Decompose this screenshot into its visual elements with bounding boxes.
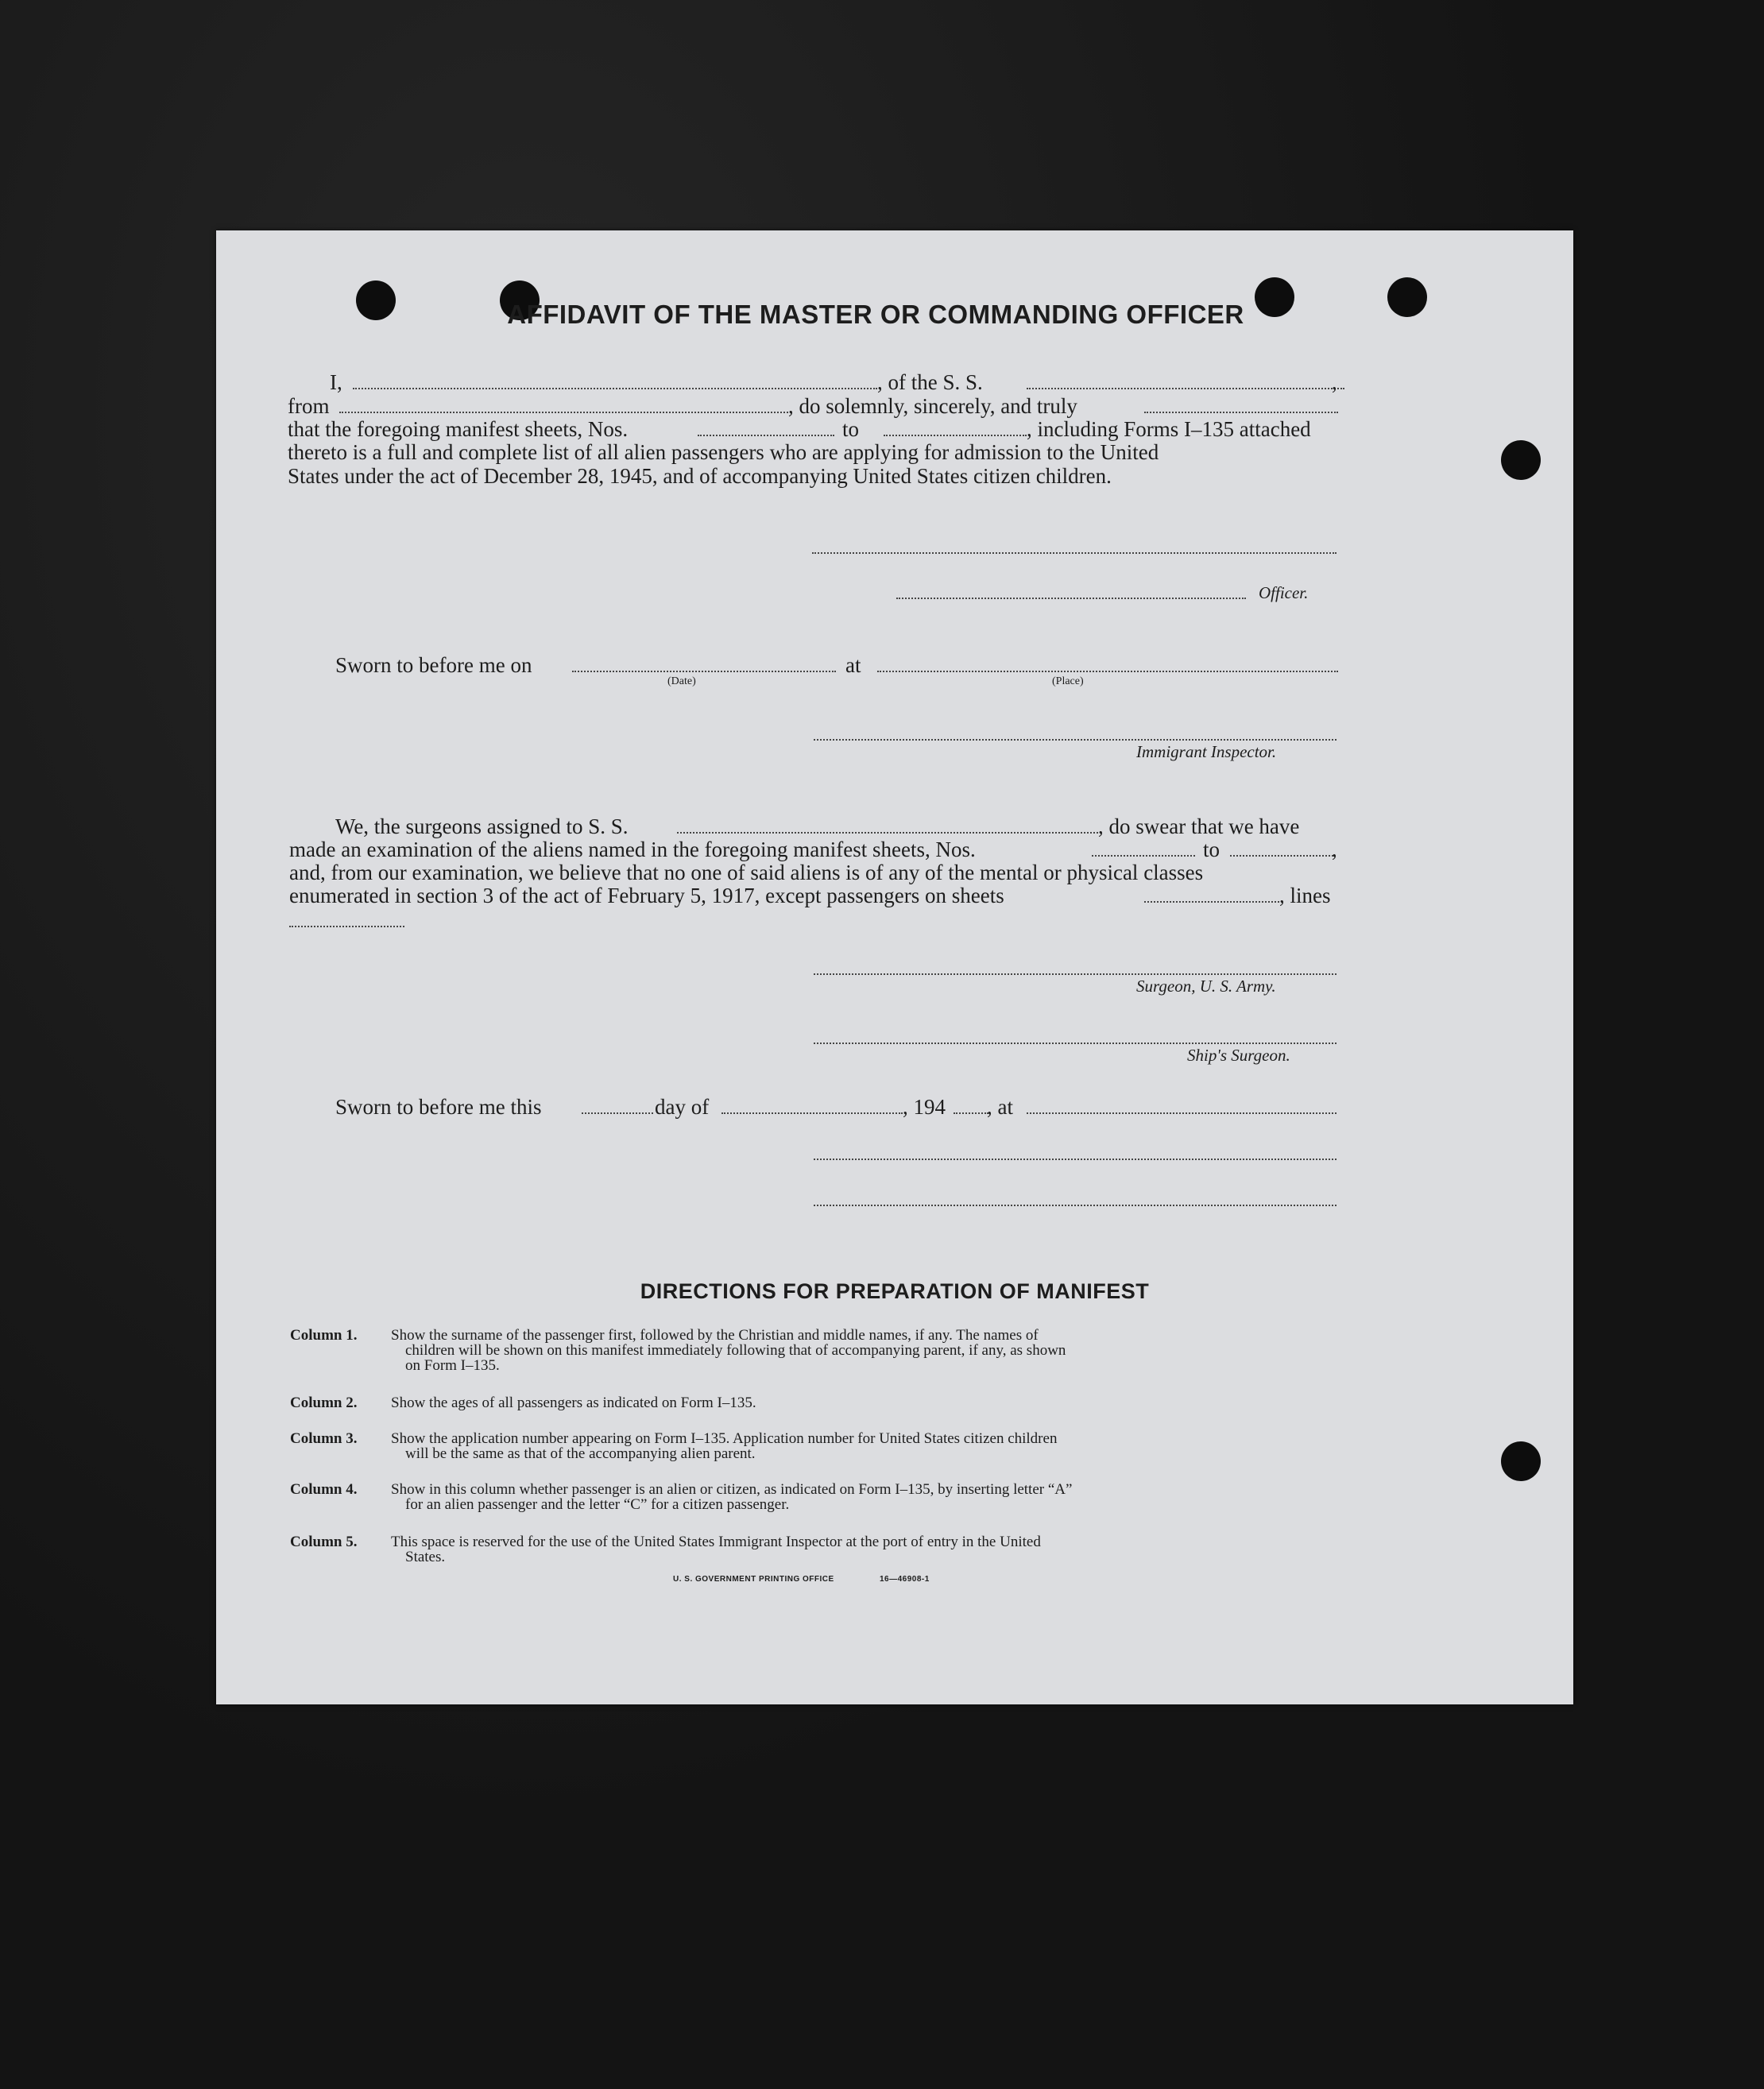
direction-text-line: for an alien passenger and the letter “C” for a citizen passenger. xyxy=(405,1496,790,1513)
affidavit-line-5: States under the act of December 28, 1945, and of accompanying United States citizen children. xyxy=(288,464,1112,488)
direction-text-line: States. xyxy=(405,1549,446,1565)
direction-text-line: Show in this column whether passenger is an alien or citizen, as indicated on Form I–135, by inserting letter “A” xyxy=(391,1481,1073,1498)
sworn-at-text: at xyxy=(845,653,861,677)
sworn-on-text: Sworn to before me on xyxy=(335,653,532,677)
except-sheets-blank[interactable] xyxy=(1144,901,1279,903)
surgeons-line-2-end: , xyxy=(1332,838,1337,861)
sworn-location-blank[interactable] xyxy=(1027,1112,1337,1114)
inspector-label: Immigrant Inspector. xyxy=(1136,742,1277,761)
surgeons-line-1-end: , do swear that we have xyxy=(1098,814,1300,838)
place-label: (Place) xyxy=(1052,675,1084,687)
direction-column-label: Column 5. xyxy=(290,1534,358,1550)
signature-line-1[interactable] xyxy=(814,1159,1337,1160)
directions-title: DIRECTIONS FOR PREPARATION OF MANIFEST xyxy=(640,1279,1150,1303)
sworn-month-blank[interactable] xyxy=(721,1112,903,1114)
surgeons-line-2-to: to xyxy=(1203,838,1220,861)
lines-blank[interactable] xyxy=(289,926,404,927)
direction-column-label: Column 4. xyxy=(290,1481,358,1498)
direction-column-label: Column 3. xyxy=(290,1430,358,1447)
affidavit-line-2-start: from xyxy=(288,394,330,418)
officer-signature-line[interactable] xyxy=(812,552,1337,554)
from-blank[interactable] xyxy=(339,412,788,413)
direction-text-line: This space is reserved for the use of the United States Immigrant Inspector at the port of entry in the United xyxy=(391,1534,1041,1550)
affidavit-title: AFFIDAVIT OF THE MASTER OR COMMANDING OFFICER xyxy=(507,300,1244,329)
direction-text-line: will be the same as that of the accompanying alien parent. xyxy=(405,1445,756,1462)
signature-line-2[interactable] xyxy=(814,1205,1337,1206)
surgeon-sheet-from-blank[interactable] xyxy=(1092,855,1195,857)
surgeons-line-4-start: enumerated in section 3 of the act of February 5, 1917, except passengers on sheets xyxy=(289,884,1004,907)
sworn-this-text: Sworn to before me this xyxy=(335,1095,542,1119)
year-text: , 194 xyxy=(903,1095,946,1119)
direction-column-label: Column 2. xyxy=(290,1395,358,1411)
form-code: 16—46908-1 xyxy=(880,1575,930,1584)
affidavit-line-1-ship: , of the S. S. xyxy=(877,370,983,394)
army-surgeon-label: Surgeon, U. S. Army. xyxy=(1136,977,1276,996)
punch-hole xyxy=(1501,440,1541,480)
sworn-day-blank[interactable] xyxy=(582,1112,653,1114)
ship-name-blank[interactable] xyxy=(1027,388,1344,389)
punch-hole xyxy=(1501,1441,1541,1481)
sheet-from-blank[interactable] xyxy=(698,435,834,436)
sworn-at-place-text: , at xyxy=(987,1095,1013,1119)
affidavit-line-1-start: I, xyxy=(330,370,342,394)
sworn-place-blank[interactable] xyxy=(877,671,1338,672)
surgeons-line-1-start: We, the surgeons assigned to S. S. xyxy=(335,814,629,838)
sworn-date-blank[interactable] xyxy=(572,671,836,672)
surgeon-sheet-to-blank[interactable] xyxy=(1230,855,1333,857)
ship-surgeon-label: Ship's Surgeon. xyxy=(1187,1046,1290,1065)
surgeons-line-3: and, from our examination, we believe that no one of said aliens is of any of the mental or physical classes xyxy=(289,861,1204,884)
surgeons-line-2-start: made an examination of the aliens named in the foregoing manifest sheets, Nos. xyxy=(289,838,976,861)
affidavit-line-3-end: , including Forms I–135 attached xyxy=(1027,417,1311,441)
direction-text-line: Show the ages of all passengers as indicated on Form I–135. xyxy=(391,1395,756,1411)
inspector-signature-line[interactable] xyxy=(814,739,1337,741)
direction-text-line: on Form I–135. xyxy=(405,1357,500,1374)
affidavit-line-3-start: that the foregoing manifest sheets, Nos. xyxy=(288,417,629,441)
affidavit-line-1-end: , xyxy=(1332,370,1337,394)
direction-text-line: Show the application number appearing on Form I–135. Application number for United States citizen children xyxy=(391,1430,1058,1447)
affidavit-line-4: thereto is a full and complete list of all alien passengers who are applying for admission to the United xyxy=(288,440,1159,464)
day-of-text: day of xyxy=(655,1095,710,1119)
surgeon-ship-blank[interactable] xyxy=(677,832,1098,834)
surgeons-line-4-end: , lines xyxy=(1279,884,1331,907)
direction-text-line: Show the surname of the passenger first, followed by the Christian and middle names, if any. The names of xyxy=(391,1327,1039,1344)
affidavit-line-2-text: , do solemnly, sincerely, and truly xyxy=(788,394,1077,418)
officer-title-line[interactable] xyxy=(896,598,1246,599)
document-page xyxy=(216,230,1573,1704)
name-blank[interactable] xyxy=(353,388,877,389)
affidavit-line-3-to: to xyxy=(842,417,860,441)
officer-label: Officer. xyxy=(1259,583,1309,602)
army-surgeon-signature-line[interactable] xyxy=(814,973,1337,975)
sworn-year-blank[interactable] xyxy=(954,1112,988,1114)
sheet-to-blank[interactable] xyxy=(884,435,1027,436)
date-label: (Date) xyxy=(667,675,696,687)
ship-surgeon-signature-line[interactable] xyxy=(814,1043,1337,1044)
oath-blank[interactable] xyxy=(1144,412,1338,413)
printing-office: U. S. GOVERNMENT PRINTING OFFICE xyxy=(673,1575,834,1584)
direction-column-label: Column 1. xyxy=(290,1327,358,1344)
direction-text-line: children will be shown on this manifest immediately following that of accompanying parent, if any, as shown xyxy=(405,1342,1066,1359)
